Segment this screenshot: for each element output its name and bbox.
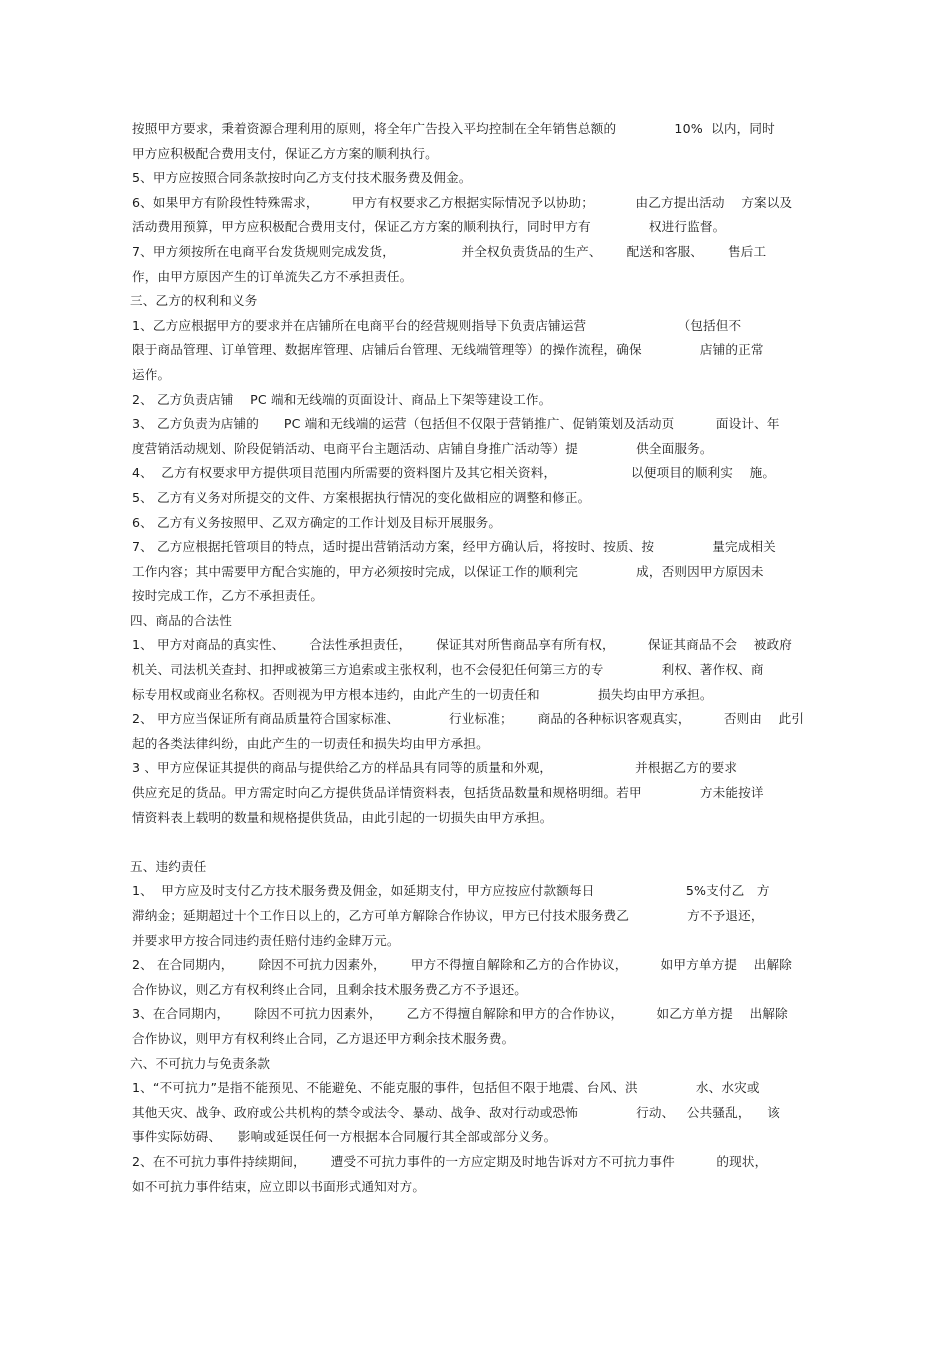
section-heading: 四、商品的合法性 (130, 612, 232, 628)
text-line: 1、乙方应根据甲方的要求并在店铺所在电商平台的经营规则指导下负责店铺运营 （包括但不 (132, 317, 742, 333)
contract-body-text (132, 117, 817, 1199)
section-heading: 三、乙方的权利和义务 (130, 293, 258, 309)
text-line: 运作。 (132, 366, 171, 382)
text-line: 甲方应积极配合费用支付，保证乙方方案的顺利执行。 (132, 145, 438, 161)
text-line: 3 、甲方应保证其提供的商品与提供给乙方的样品具有同等的质量和外观， 并根据乙方的要求 (132, 760, 738, 776)
text-line: 3、 乙方负责为店铺的 PC 端和无线端的运营（包括但不仅限于营销推广、促销策划及活动页 面设计、年 (132, 416, 780, 432)
text-line: 限于商品管理、订单管理、数据库管理、店铺后台管理、无线端管理等）的操作流程，确保 店铺的正常 (132, 342, 764, 358)
text-line: 情资料表上载明的数量和规格提供货品，由此引起的一切损失由甲方承担。 (132, 809, 553, 825)
text-line: 事件实际妨碍、 影响或延误任何一方根据本合同履行其全部或部分义务。 (132, 1129, 557, 1145)
text-line: 机关、司法机关查封、扣押或被第三方追索或主张权利，也不会侵犯任何第三方的专 利权、著作权、商 (132, 662, 764, 678)
text-line: 7、 乙方应根据托管项目的特点，适时提出营销活动方案，经甲方确认后，将按时、按质、按 量完成相关 (132, 539, 776, 555)
text-line: 5、甲方应按照合同条款按时向乙方支付技术服务费及佣金。 (132, 170, 472, 186)
text-line: 供应充足的货品。甲方需定时向乙方提供货品详情资料表，包括货品数量和规格明细。若甲 方未能按详 (132, 785, 764, 801)
text-line: 如不可抗力事件结束，应立即以书面形式通知对方。 (132, 1178, 426, 1194)
text-line: 1、 甲方对商品的真实性、 合法性承担责任， 保证其对所售商品享有所有权， 保证其商品不会 被政府 (132, 637, 792, 653)
text-line: 2、在不可抗力事件持续期间， 遭受不可抗力事件的一方应定期及时地告诉对方不可抗力事件 的现状， (132, 1153, 768, 1169)
blank-line (132, 830, 817, 855)
text-line: 其他天灾、战争、政府或公共机构的禁令或法令、暴动、战争、敌对行动或恐怖 行动、 公共骚乱， 该 (132, 1104, 780, 1120)
text-line: 4、 乙方有权要求甲方提供项目范围内所需要的资料图片及其它相关资料， 以便项目的顺利实 施。 (132, 465, 776, 481)
text-line: 5、 乙方有义务对所提交的文件、方案根据执行情况的变化做相应的调整和修正。 (132, 489, 591, 505)
text-line: 度营销活动规划、阶段促销活动、电商平台主题活动、店铺自身推广活动等）提 供全面服务。 (132, 440, 713, 456)
text-line: 标专用权或商业名称权。否则视为甲方根本违约，由此产生的一切责任和 损失均由甲方承担。 (132, 686, 713, 702)
text-line: 6、如果甲方有阶段性特殊需求， 甲方有权要求乙方根据实际情况予以协助； 由乙方提出活动 方案以及 (132, 194, 793, 210)
text-line: 3、在合同期内， 除因不可抗力因素外， 乙方不得擅自解除和甲方的合作协议， 如乙方单方提 出解除 (132, 1006, 788, 1022)
text-line: 7、甲方须按所在电商平台发货规则完成发货， 并全权负责货品的生产、 配送和客服、 售后工 (132, 243, 767, 259)
section-heading: 六、不可抗力与免责条款 (130, 1055, 271, 1071)
text-line: 1、 甲方应及时支付乙方技术服务费及佣金，如延期支付，甲方应按应付款额每日 5%支付乙 方 (132, 883, 770, 899)
text-line: 起的各类法律纠纷，由此产生的一切责任和损失均由甲方承担。 (132, 735, 489, 751)
text-line: 工作内容；其中需要甲方配合实施的，甲方必须按时完成，以保证工作的顺利完 成，否则因甲方原因未 (132, 563, 764, 579)
text-line: 活动费用预算，甲方应积极配合费用支付，保证乙方方案的顺利执行，同时甲方有 权进行监督。 (132, 219, 726, 235)
text-line: 合作协议，则甲方有权利终止合同，乙方退还甲方剩余技术服务费。 (132, 1030, 515, 1046)
text-line: 按时完成工作，乙方不承担责任。 (132, 588, 324, 604)
text-line: 2、 在合同期内， 除因不可抗力因素外， 甲方不得擅自解除和乙方的合作协议， 如甲方单方提 出解除 (132, 957, 792, 973)
text-line: 滞纳金；延期超过十个工作日以上的，乙方可单方解除合作协议，甲方已付技术服务费乙 方不予退还， (132, 908, 764, 923)
text-line: 2、 乙方负责店铺 PC 端和无线端的页面设计、商品上下架等建设工作。 (132, 391, 552, 407)
text-line: 作，由甲方原因产生的订单流失乙方不承担责任。 (132, 268, 413, 284)
text-line: 合作协议，则乙方有权利终止合同，且剩余技术服务费乙方不予退还。 (132, 981, 528, 997)
text-line: 并要求甲方按合同违约责任赔付违约金肆万元。 (132, 932, 400, 948)
section-heading: 五、违约责任 (130, 858, 207, 874)
text-line: 2、 甲方应当保证所有商品质量符合国家标准、 行业标准； 商品的各种标识客观真实， 否则由 此引 (132, 711, 805, 727)
text-line: 按照甲方要求，秉着资源合理利用的原则，将全年广告投入平均控制在全年销售总额的 10% 以内，同时 (132, 121, 775, 136)
text-line: 1、“不可抗力”是指不能预见、不能避免、不能克服的事件，包括但不限于地震、台风、洪 水、水灾或 (132, 1080, 760, 1096)
text-line: 6、 乙方有义务按照甲、乙双方确定的工作计划及目标开展服务。 (132, 514, 502, 530)
